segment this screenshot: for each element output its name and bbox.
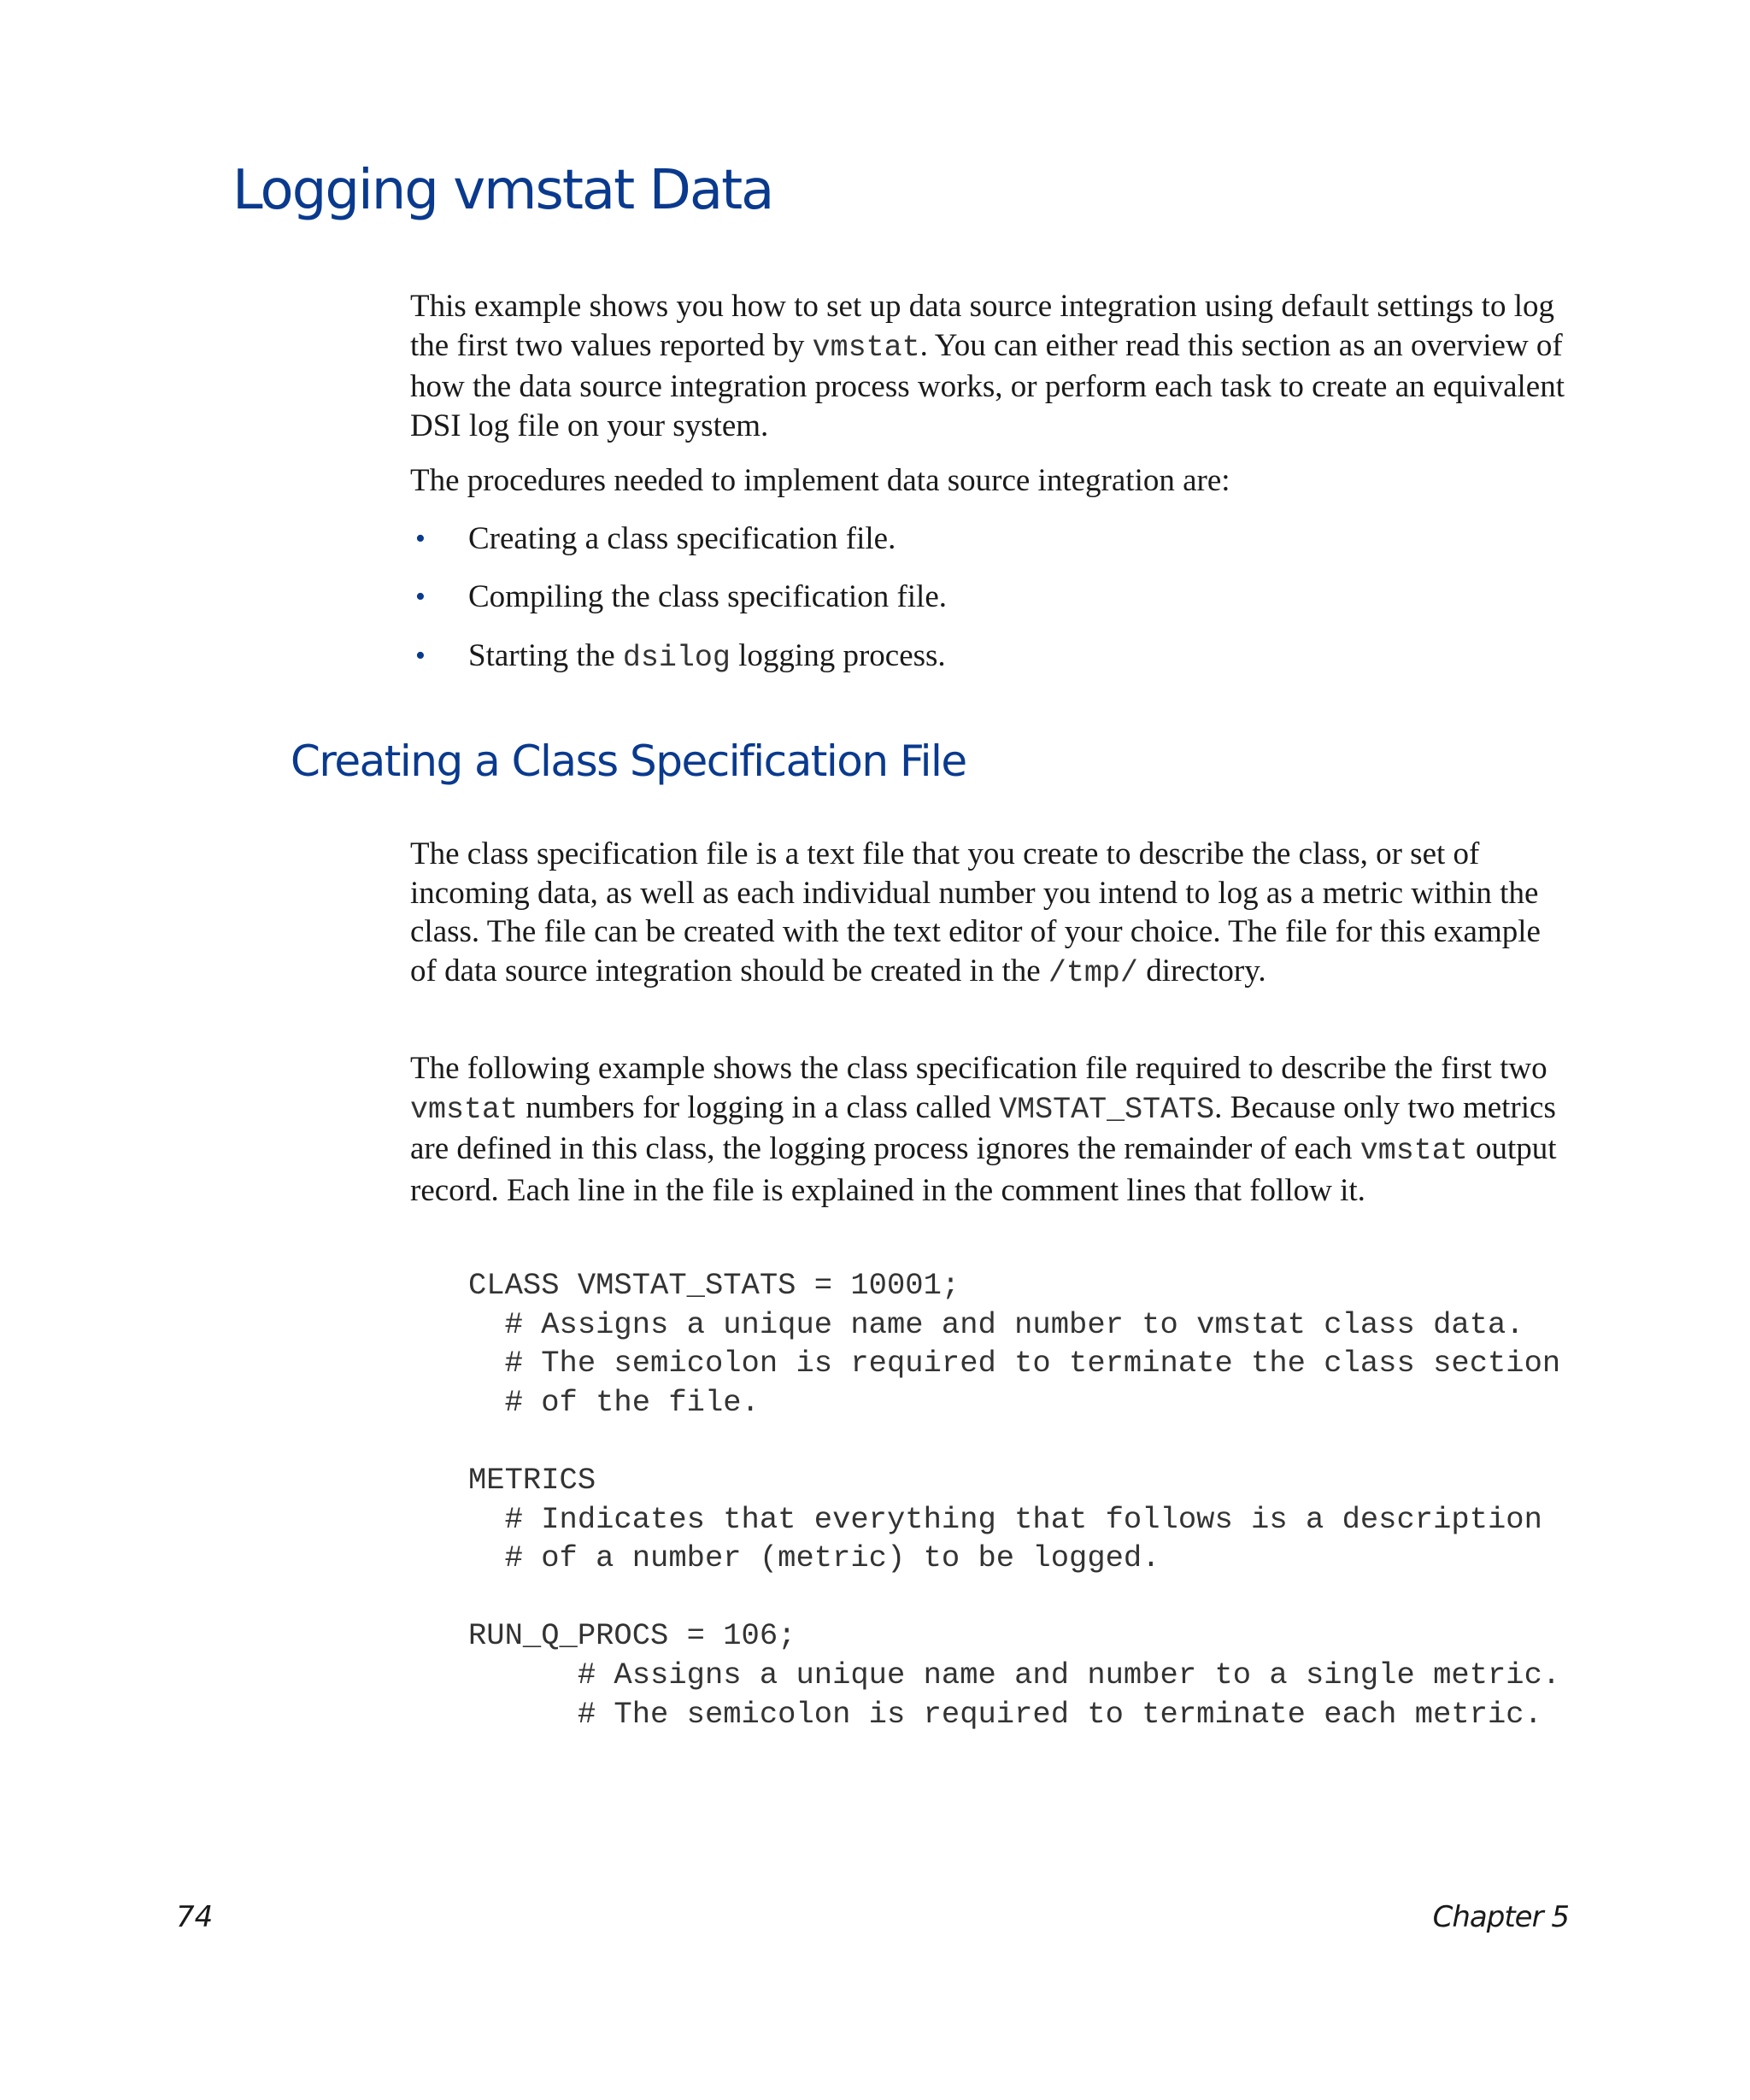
class-spec-paragraph: [410, 835, 1572, 993]
class-spec-text-2: directory.: [1137, 953, 1266, 988]
bullet-icon: •: [415, 639, 426, 672]
bullet-icon: •: [415, 581, 426, 613]
list-item-text: Compiling the class specification file.: [468, 579, 948, 615]
intro-paragraph: [410, 287, 1572, 445]
example-text-4: output record. Each line in the file is explained in the comment lines that follow it.: [410, 1131, 1557, 1208]
example-text-3: . Because only two metrics are defined in this class, the logging process ignores the remainder of each: [410, 1089, 1556, 1166]
list-item: [410, 578, 947, 617]
inline-code-vmstat: vmstat: [410, 1092, 519, 1127]
list-item-text-after: logging process.: [730, 637, 946, 673]
chapter-label: Chapter 5: [1432, 1900, 1569, 1934]
procedure-list: [410, 519, 947, 697]
list-item: [410, 519, 947, 559]
intro-text-2: . You can either read this section as an overview of how the data source integration process works, or perform each task to create an equivalent DSI log file on your system.: [410, 327, 1565, 443]
code-listing: CLASS VMSTAT_STATS = 10001; # Assigns a unique name and number to vmstat class data. # The semicolon is required to terminate the class section # of the file. METRICS # Indicates that everything that follows is a description # of a number (metric) to be logged. RUN_Q_PROCS = 106; # Assigns a unique name and number to a single metric. # The semicolon is required to terminate each metric.: [468, 1268, 1561, 1732]
procedures-intro: [410, 461, 1572, 501]
list-item-text: Creating a class specification file.: [468, 521, 896, 556]
section-heading: Creating a Class Specification File: [291, 736, 966, 786]
example-text-2: numbers for logging in a class called: [518, 1089, 1000, 1125]
inline-code-vmstat: vmstat: [1359, 1134, 1468, 1168]
bullet-icon: •: [415, 523, 426, 554]
class-spec-text-1: The class specification file is a text file that you create to describe the class, or set of incoming data, as well as each individual number you intend to log as a metric within the class. The file can be created with the text editor of your choice. The file for this example of data source integration should be created in the: [410, 836, 1541, 988]
list-item: [410, 636, 947, 678]
inline-code-tmp: /tmp/: [1048, 955, 1138, 990]
list-item-text-before: Starting the: [468, 637, 623, 673]
example-paragraph: [410, 1049, 1572, 1210]
page-number: 74: [176, 1900, 214, 1934]
inline-code-dsilog: dsilog: [622, 640, 731, 675]
intro-text-1: This example shows you how to set up data source integration using default settings to log the first two values reported by: [410, 289, 1554, 363]
procedures-intro-text: The procedures needed to implement data source integration are:: [410, 463, 1230, 498]
example-text-1: The following example shows the class specification file required to describe the first two: [410, 1051, 1547, 1086]
inline-code-class-name: VMSTAT_STATS: [999, 1092, 1215, 1127]
inline-code-vmstat: vmstat: [812, 330, 920, 365]
page-title: Logging vmstat Data: [232, 159, 773, 222]
